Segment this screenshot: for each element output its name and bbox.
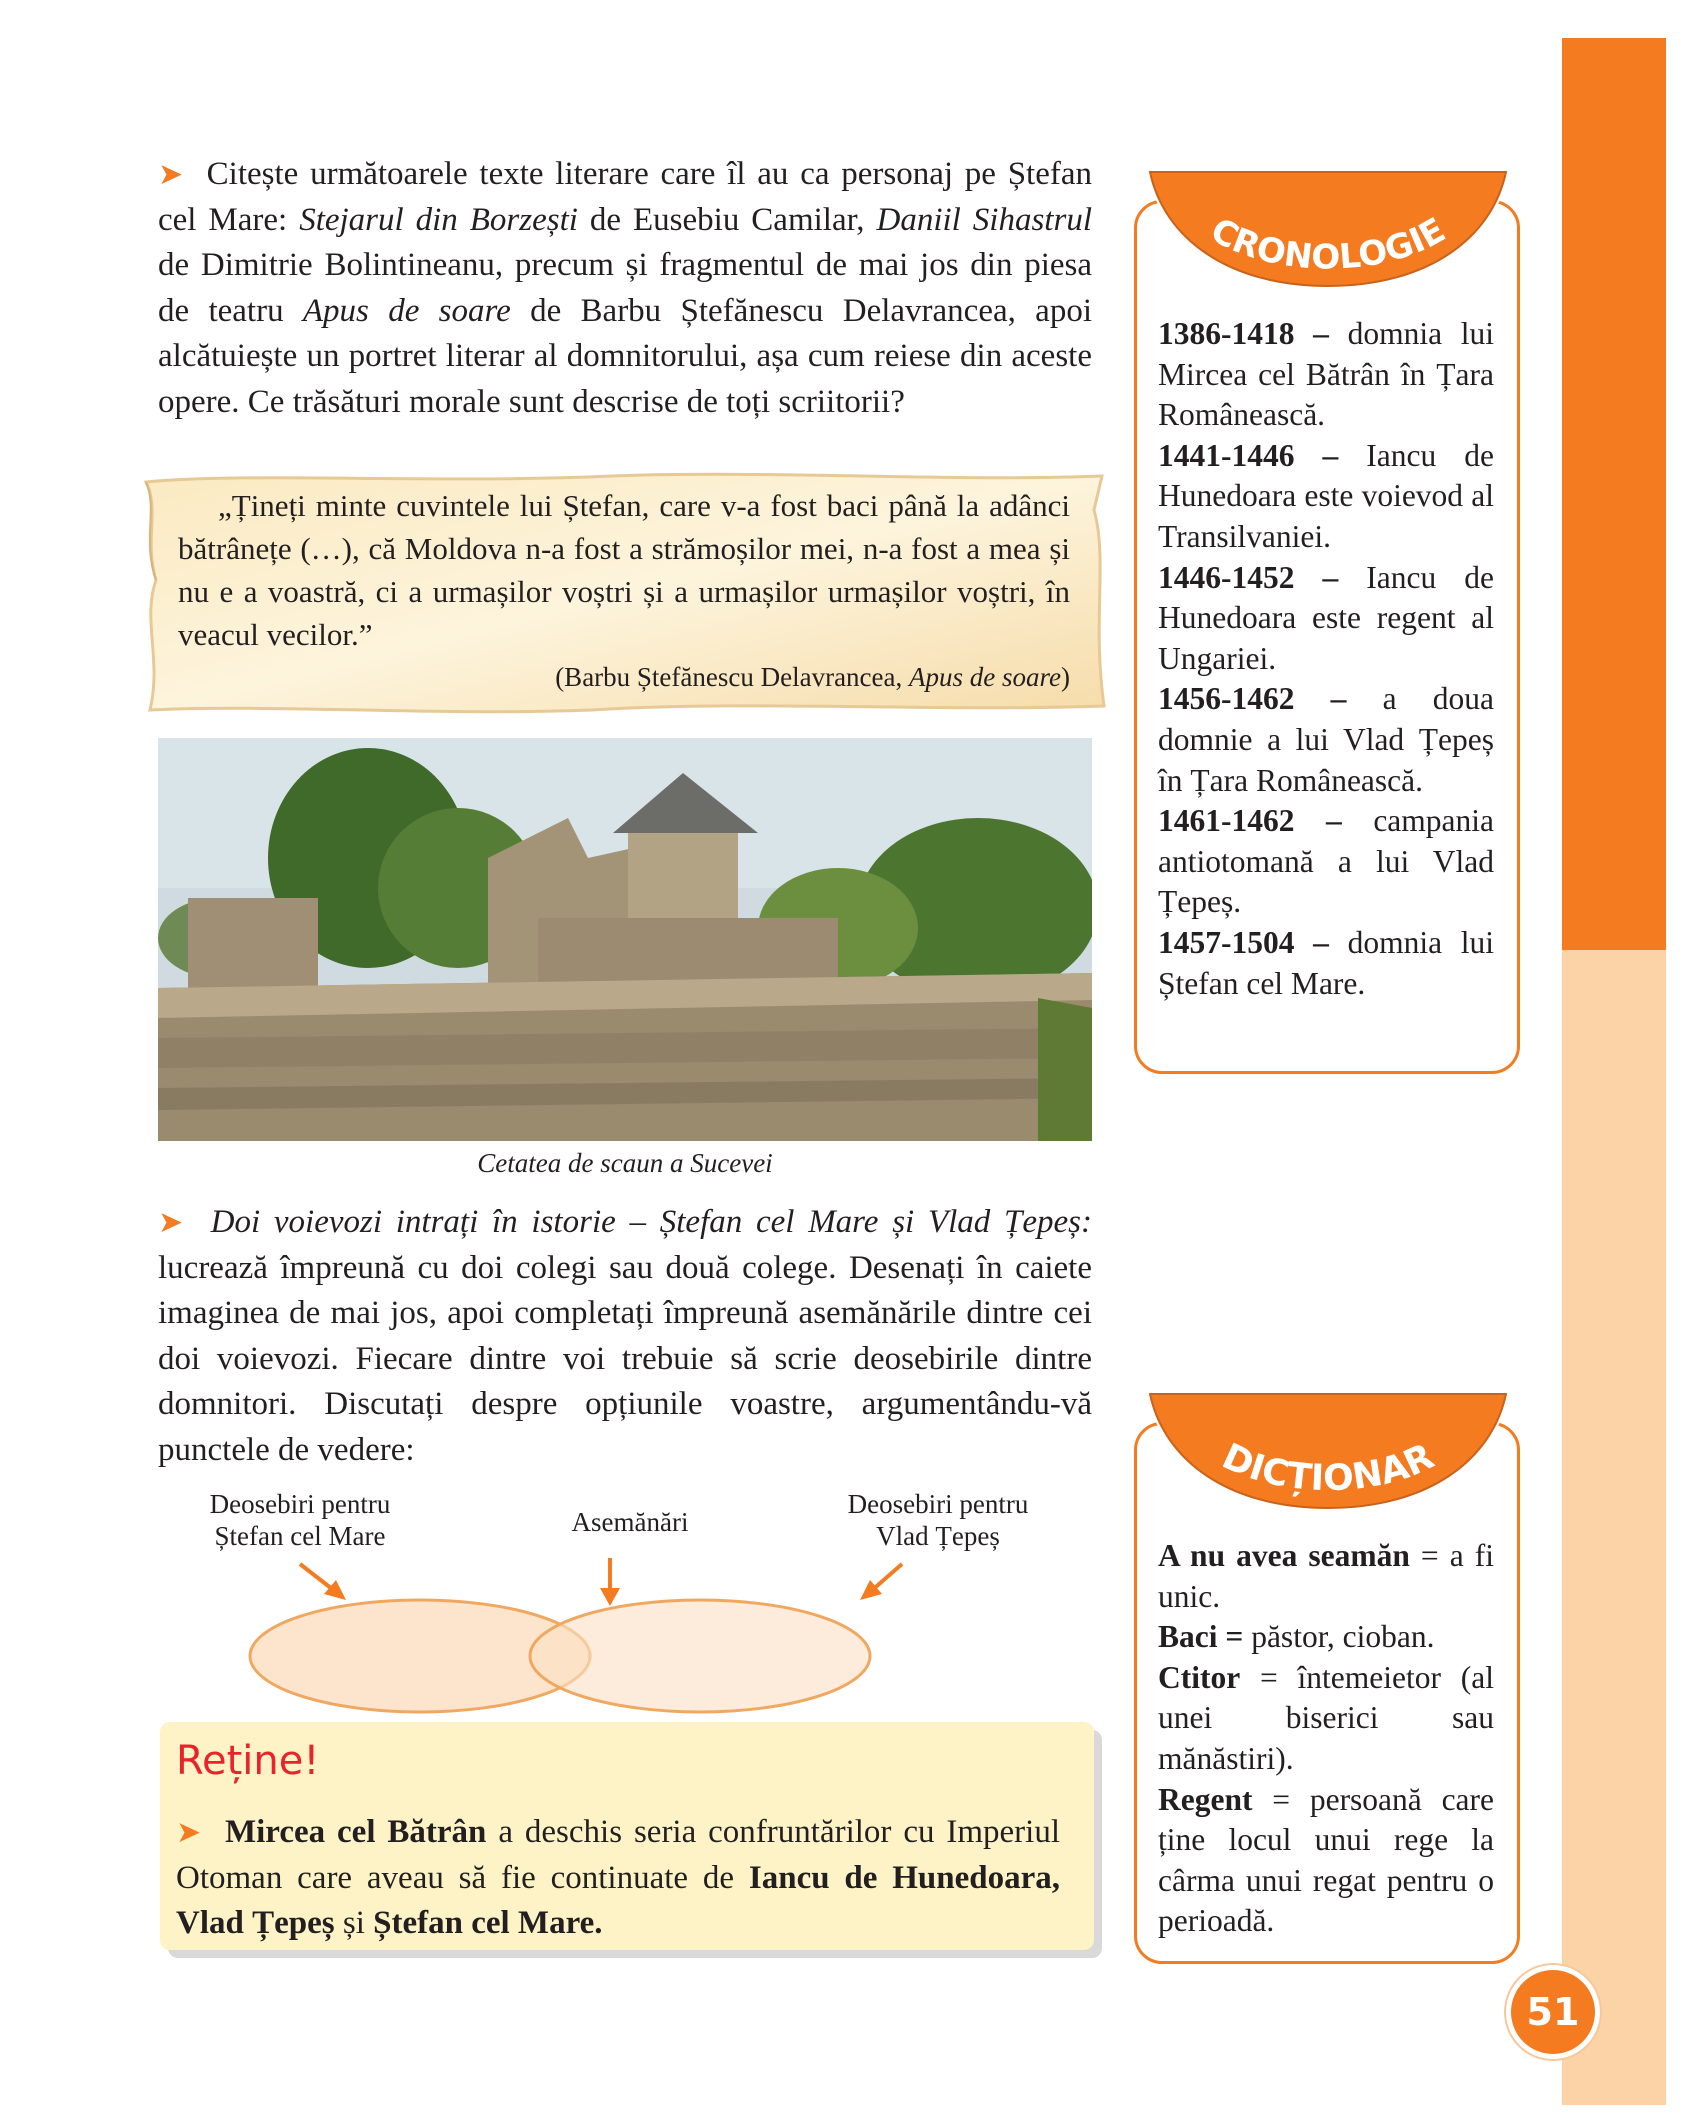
intro-text-1: Citește următoarele texte literare care îl au ca personaj pe Ștefan cel Mare:	[158, 156, 1093, 238]
dictionar-banner	[1128, 1380, 1528, 1530]
retine-stefan: Ștefan cel Mare.	[373, 1905, 603, 1941]
work-title-apus: Apus de soare	[302, 292, 511, 329]
intro-text-2: de Eusebiu Camilar,	[577, 201, 877, 238]
venn-right-line2: Vlad Țepeș	[876, 1521, 1000, 1551]
retine-title: Reține!	[176, 1738, 320, 1784]
venn-left-line1: Deosebiri pentru	[209, 1489, 391, 1519]
venn-right-line1: Deosebiri pentru	[847, 1489, 1029, 1519]
quote-work: Apus de soare	[909, 662, 1061, 692]
quote-close: )	[1061, 662, 1070, 692]
work-title-daniil: Daniil Sihastrul	[876, 201, 1092, 238]
intro-text-4: de Barbu Ștefănescu Delavrancea, apoi alcătuiește un portret literar al domnitorului, așa cum reiese din aceste opere. Ce trăsături morale sunt descrise de toți scriitorii?	[158, 292, 1092, 420]
task-body: lucrează împreună cu doi colegi sau două colege. Desenați în caiete imaginea de mai jos, apoi completați împreună asemănările dintre cei doi voievozi. Fiecare dintre voi trebuie să scrie deosebirile dintre domnitori. Discutați despre opțiunile voastre, argumentându-vă punctele de vedere:	[158, 1249, 1092, 1468]
cronologie-entry: 1441-1446 – Iancu de Hunedoara este voievod al Transilvaniei.	[1158, 437, 1494, 554]
cronologie-entry: 1446-1452 – Iancu de Hunedoara este regent al Ungariei.	[1158, 559, 1494, 676]
retine-mircea: Mircea cel Bătrân	[224, 1814, 487, 1850]
cronologie-entry: 1386-1418 – domnia lui Mircea cel Bătrân în Țara Românească.	[1158, 316, 1494, 433]
work-title-stejarul: Stejarul din Borzești	[299, 201, 578, 238]
quote-text: „Țineți minte cuvintele lui Ștefan, care v-a fost baci până la adânci bătrânețe (…), că Moldova n-a fost a strămoșilor mei, n-a fost a mea și nu e a voastră, ci a urmașilor voștri și a urmașilor urmașilor voștri, în veacul vecilor.”	[178, 488, 1070, 652]
dictionar-entry: A nu avea seamăn = a fi unic.	[1158, 1538, 1494, 1614]
quote-citation	[178, 662, 1070, 693]
intro-text-3: de Dimitrie Bolintineanu, precum și fragmentul de mai jos din piesa de teatru	[158, 247, 1092, 329]
sidebar-stripe-bottom	[1562, 950, 1666, 2105]
bullet-arrow-icon: ➤	[176, 1815, 202, 1850]
dictionar-entry: Ctitor = întemeietor (al unei biserici sau mănăstiri).	[1158, 1659, 1494, 1776]
dictionar-entries	[1158, 1536, 1494, 1942]
venn-left-line2: Ștefan cel Mare	[214, 1521, 386, 1551]
bullet-arrow-icon: ➤	[158, 1205, 184, 1240]
bullet-arrow-icon: ➤	[158, 157, 184, 192]
venn-arrows	[300, 1558, 902, 1606]
dictionar-title: DICȚIONAR	[1215, 1436, 1441, 1500]
retine-iancu-vlad: Iancu de Hunedoara, Vlad Țepeș	[176, 1859, 1060, 1941]
retine-text	[176, 1810, 1060, 1947]
sidebar-stripe-top	[1562, 38, 1666, 950]
fortress-photo	[158, 738, 1092, 1141]
retine-text-2: și	[334, 1905, 374, 1941]
venn-circle-right	[530, 1600, 870, 1712]
page-number: 51	[1506, 1965, 1600, 2059]
quote-author: (Barbu Ștefănescu Delavrancea,	[555, 662, 910, 692]
task-paragraph	[158, 1200, 1092, 1473]
cronologie-entry: 1461-1462 – campania antiotomană a lui Vlad Țepeș.	[1158, 803, 1494, 920]
task-lead: Doi voievozi intrați în istorie – Ștefan cel Mare și Vlad Țepeș:	[210, 1204, 1092, 1240]
venn-label-left	[180, 1488, 420, 1552]
retine-text-1: a deschis seria confruntărilor cu Imperiul Otoman care aveau să fie continuate de	[176, 1814, 1061, 1896]
dictionar-entry: Regent = persoană care ține locul unui rege la cârma unui regat pentru o perioadă.	[1158, 1781, 1494, 1939]
cronologie-title: CRONOLOGIE	[1203, 210, 1453, 278]
intro-paragraph	[158, 152, 1092, 425]
cronologie-entries	[1158, 314, 1494, 1004]
venn-label-right	[808, 1488, 1068, 1552]
cronologie-banner	[1128, 158, 1528, 308]
venn-label-middle: Asemănări	[571, 1507, 689, 1537]
cronologie-entry: 1456-1462 – a doua domnie a lui Vlad Țepeș în Țara Românească.	[1158, 681, 1494, 798]
cronologie-entry: 1457-1504 – domnia lui Ștefan cel Mare.	[1158, 924, 1494, 1001]
venn-diagram	[240, 1550, 1040, 1720]
photo-caption: Cetatea de scaun a Sucevei	[477, 1148, 773, 1178]
dictionar-entry: Baci = păstor, cioban.	[1158, 1619, 1435, 1655]
